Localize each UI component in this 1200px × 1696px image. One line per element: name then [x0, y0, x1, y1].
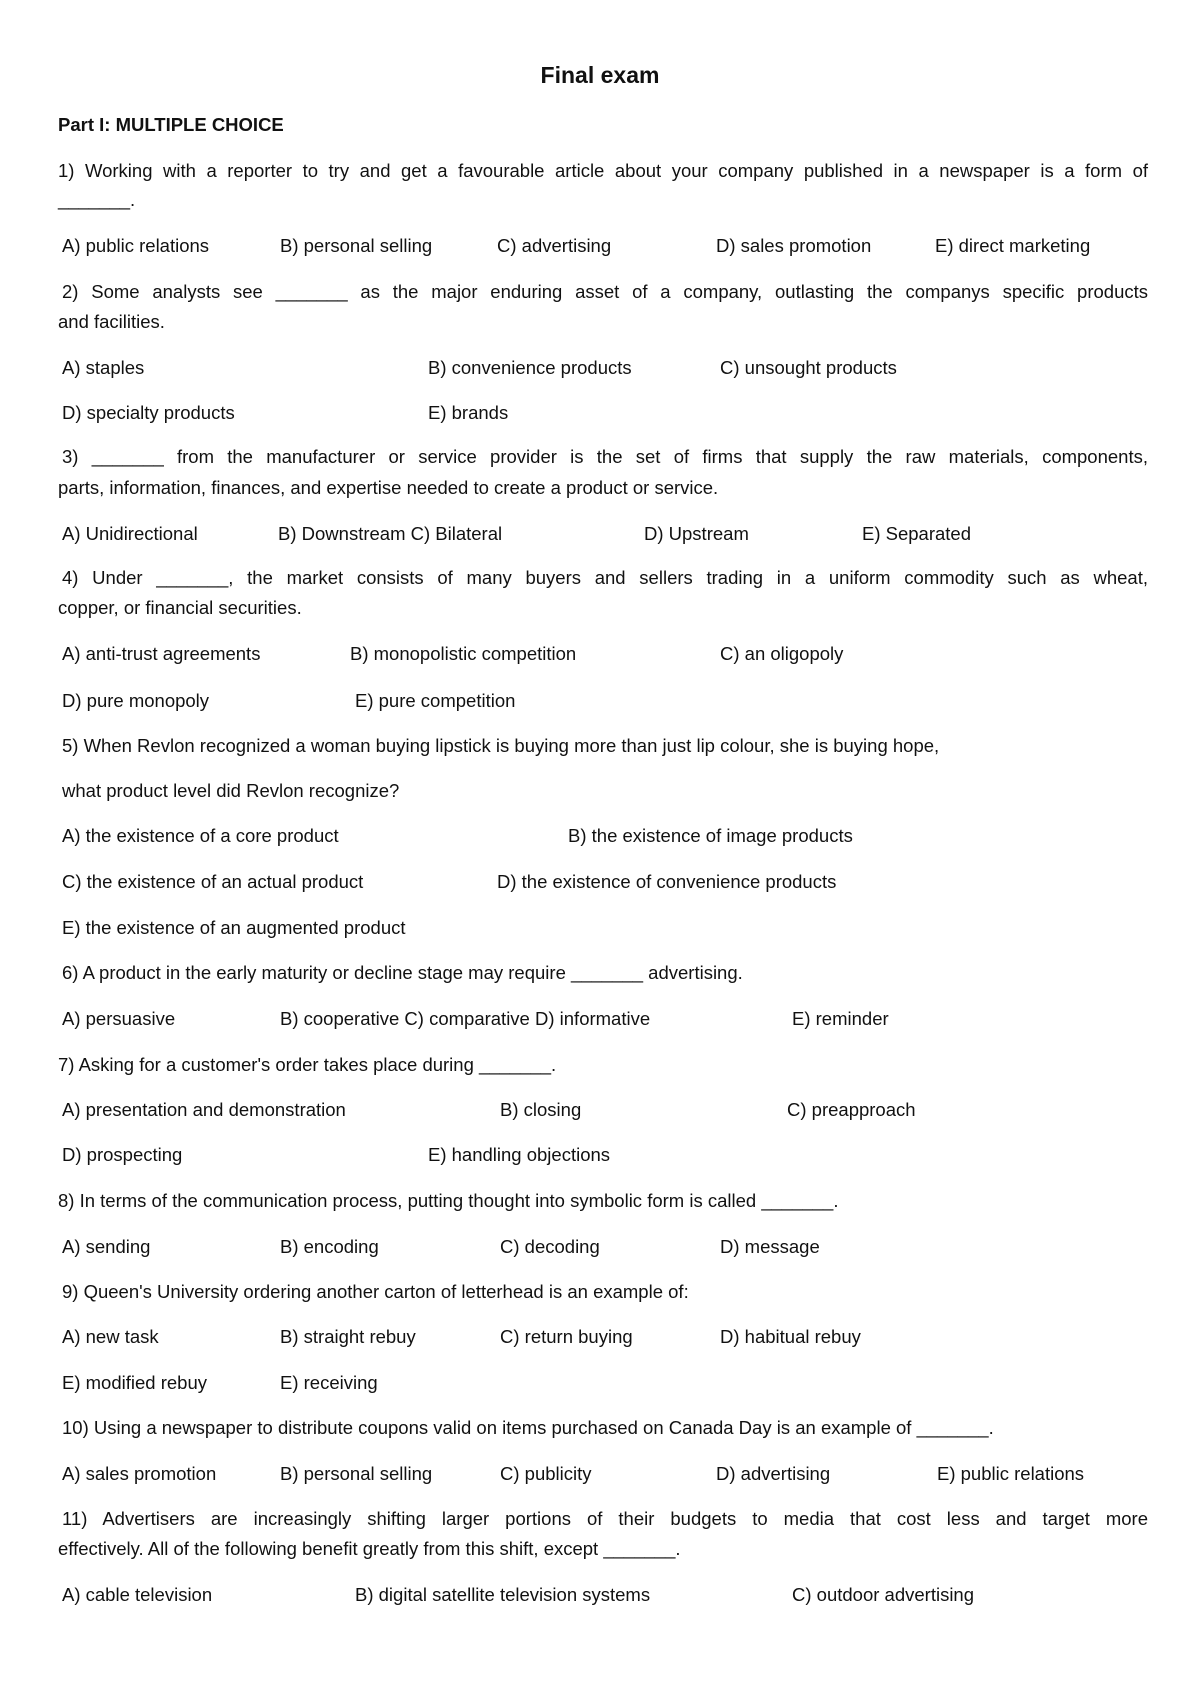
question-2-option-d: D) specialty products	[62, 402, 235, 423]
question-11-option-a: A) cable television	[62, 1584, 213, 1605]
question-7-option-a: A) presentation and demonstration	[62, 1099, 346, 1120]
question-6-stem: 6) A product in the early maturity or decline stage may require _______ advertising.	[62, 962, 743, 983]
question-2-option-b: B) convenience products	[428, 357, 632, 378]
question-4-option-c: C) an oligopoly	[720, 643, 844, 664]
question-8-option-a: A) sending	[62, 1236, 151, 1257]
question-1-stem: 1) Working with a reporter to try and get a favourable article about your company published in a newspaper is a form of	[58, 160, 1148, 181]
question-11-option-c: C) outdoor advertising	[792, 1584, 975, 1605]
question-1-option-c: C) advertising	[497, 235, 612, 256]
question-2-option-a: A) staples	[62, 357, 145, 378]
question-6-option-a: A) persuasive	[62, 1008, 176, 1029]
question-10-option-a: A) sales promotion	[62, 1463, 217, 1484]
question-2-stem-cont: and facilities.	[58, 311, 165, 332]
question-7-option-c: C) preapproach	[787, 1099, 916, 1120]
question-7-option-b: B) closing	[500, 1099, 582, 1120]
question-11-stem-cont: effectively. All of the following benefit greatly from this shift, except _______.	[58, 1538, 681, 1559]
question-7-option-d: D) prospecting	[62, 1144, 183, 1165]
question-10-option-e: E) public relations	[937, 1463, 1085, 1484]
question-11-option-b: B) digital satellite television systems	[355, 1584, 651, 1605]
question-4-stem: 4) Under _______, the market consists of many buyers and sellers trading in a uniform commodity such as wheat,	[62, 567, 1148, 588]
question-11-stem: 11) Advertisers are increasingly shifting larger portions of their budgets to media that cost less and target more	[62, 1508, 1148, 1529]
question-5-option-a: A) the existence of a core product	[62, 825, 339, 846]
section-heading: Part I: MULTIPLE CHOICE	[58, 114, 284, 135]
question-1-option-d: D) sales promotion	[716, 235, 872, 256]
question-1-option-b: B) personal selling	[280, 235, 433, 256]
question-10-stem: 10) Using a newspaper to distribute coupons valid on items purchased on Canada Day is an example of _______.	[62, 1417, 994, 1438]
question-3-stem-cont: parts, information, finances, and expertise needed to create a product or service.	[58, 477, 719, 498]
question-1-option-e: E) direct marketing	[935, 235, 1091, 256]
question-9-option-d: D) habitual rebuy	[720, 1326, 861, 1347]
question-2-option-e: E) brands	[428, 402, 509, 423]
question-9-stem: 9) Queen's University ordering another carton of letterhead is an example of:	[62, 1281, 689, 1302]
question-5-stem-cont: what product level did Revlon recognize?	[62, 780, 400, 801]
question-4-option-d: D) pure monopoly	[62, 690, 210, 711]
question-1-option-a: A) public relations	[62, 235, 210, 256]
question-7-stem: 7) Asking for a customer's order takes place during _______.	[58, 1054, 557, 1075]
question-5-option-b: B) the existence of image products	[568, 825, 853, 846]
question-3-option-d: D) Upstream	[644, 523, 749, 544]
question-8-option-d: D) message	[720, 1236, 820, 1257]
question-10-option-d: D) advertising	[716, 1463, 831, 1484]
question-6-option-bcd: B) cooperative C) comparative D) informative	[280, 1008, 651, 1029]
question-6-option-e: E) reminder	[792, 1008, 889, 1029]
question-3-option-a: A) Unidirectional	[62, 523, 198, 544]
question-2-stem: 2) Some analysts see _______ as the major enduring asset of a company, outlasting the companys specific products	[62, 281, 1148, 302]
question-3-stem: 3) _______ from the manufacturer or service provider is the set of firms that supply the raw materials, components,	[62, 446, 1148, 467]
question-9-option-c: C) return buying	[500, 1326, 633, 1347]
question-8-option-b: B) encoding	[280, 1236, 379, 1257]
question-9-option-e: E) modified rebuy	[62, 1372, 207, 1393]
question-5-option-c: C) the existence of an actual product	[62, 871, 364, 892]
page-title: Final exam	[540, 62, 660, 88]
question-5-option-e: E) the existence of an augmented product	[62, 917, 406, 938]
question-9-option-f: E) receiving	[280, 1372, 378, 1393]
question-8-option-c: C) decoding	[500, 1236, 600, 1257]
question-5-option-d: D) the existence of convenience products	[497, 871, 837, 892]
question-3-option-e: E) Separated	[862, 523, 972, 544]
question-4-stem-cont: copper, or financial securities.	[58, 597, 302, 618]
question-9-option-b: B) straight rebuy	[280, 1326, 416, 1347]
question-8-stem: 8) In terms of the communication process, putting thought into symbolic form is called _______.	[58, 1190, 839, 1211]
question-4-option-e: E) pure competition	[355, 690, 516, 711]
question-2-option-c: C) unsought products	[720, 357, 897, 378]
question-5-stem: 5) When Revlon recognized a woman buying lipstick is buying more than just lip colour, she is buying hope,	[62, 735, 940, 756]
question-1-stem-cont: _______.	[58, 189, 136, 210]
question-4-option-a: A) anti-trust agreements	[62, 643, 261, 664]
question-4-option-b: B) monopolistic competition	[350, 643, 577, 664]
question-10-option-c: C) publicity	[500, 1463, 592, 1484]
question-10-option-b: B) personal selling	[280, 1463, 433, 1484]
question-3-option-bc: B) Downstream C) Bilateral	[278, 523, 503, 544]
question-7-option-e: E) handling objections	[428, 1144, 611, 1165]
question-9-option-a: A) new task	[62, 1326, 159, 1347]
